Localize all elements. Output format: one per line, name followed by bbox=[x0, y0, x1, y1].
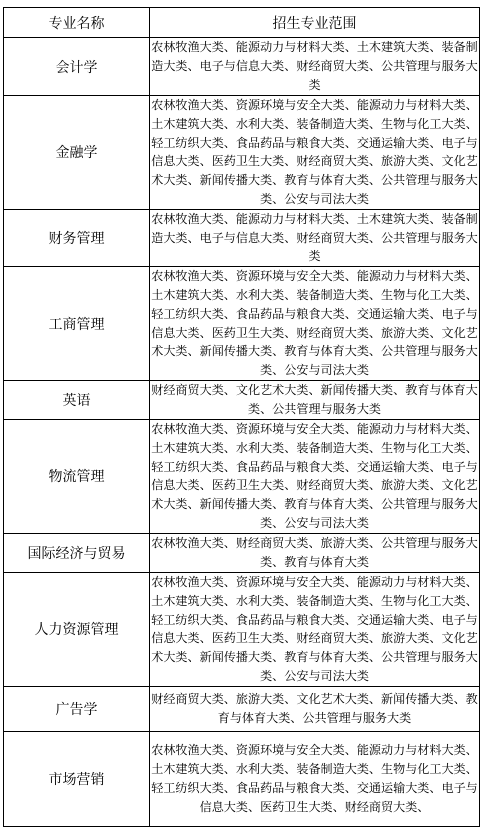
major-name-cell: 广告学 bbox=[4, 686, 150, 731]
table-header-row bbox=[4, 8, 480, 38]
admission-scope-cell: 农林牧渔大类、能源动力与材料大类、土木建筑大类、装备制造大类、电子与信息大类、财经商贸大类、公共管理与服务大类 bbox=[150, 209, 480, 266]
major-name-cell: 物流管理 bbox=[4, 419, 150, 533]
table-row bbox=[4, 38, 480, 96]
table-row bbox=[4, 380, 480, 419]
admission-scope-cell: 财经商贸大类、旅游大类、文化艺术大类、新闻传播大类、教育与体育大类、公共管理与服务大类 bbox=[150, 686, 480, 731]
admission-scope-cell: 农林牧渔大类、财经商贸大类、旅游大类、公共管理与服务大类、教育与体育大类 bbox=[150, 533, 480, 572]
major-name-cell: 工商管理 bbox=[4, 267, 150, 381]
admission-scope-cell: 农林牧渔大类、资源环境与安全大类、能源动力与材料大类、土木建筑大类、水利大类、装备制造大类、生物与化工大类、轻工纺织大类、食品药品与粮食大类、交通运输大类、电子与信息大类、医药卫生大类、财经商贸大类、旅游大类、文化艺术大类、新闻传播大类、教育与体育大类、公共管理与服务大类、公安与司法大类 bbox=[150, 267, 480, 381]
admission-scope-cell: 农林牧渔大类、资源环境与安全大类、能源动力与材料大类、土木建筑大类、水利大类、装备制造大类、生物与化工大类、轻工纺织大类、食品药品与粮食大类、交通运输大类、电子与信息大类、医药卫生大类、财经商贸大类、 bbox=[150, 731, 480, 826]
table-row bbox=[4, 267, 480, 381]
major-name-cell: 国际经济与贸易 bbox=[4, 533, 150, 572]
major-name-cell: 财务管理 bbox=[4, 209, 150, 266]
table-row bbox=[4, 686, 480, 731]
header-admission-scope: 招生专业范围 bbox=[150, 8, 480, 38]
admission-scope-cell: 农林牧渔大类、资源环境与安全大类、能源动力与材料大类、土木建筑大类、水利大类、装备制造大类、生物与化工大类、轻工纺织大类、食品药品与粮食大类、交通运输大类、电子与信息大类、医药卫生大类、财经商贸大类、旅游大类、文化艺术大类、新闻传播大类、教育与体育大类、公共管理与服务大类、公安与司法大类 bbox=[150, 572, 480, 686]
admission-scope-table bbox=[3, 7, 480, 827]
admission-scope-cell: 农林牧渔大类、资源环境与安全大类、能源动力与材料大类、土木建筑大类、水利大类、装备制造大类、生物与化工大类、轻工纺织大类、食品药品与粮食大类、交通运输大类、电子与信息大类、医药卫生大类、财经商贸大类、旅游大类、文化艺术大类、新闻传播大类、教育与体育大类、公共管理与服务大类、公安与司法大类 bbox=[150, 96, 480, 210]
table-row bbox=[4, 96, 480, 210]
admission-scope-cell: 财经商贸大类、文化艺术大类、新闻传播大类、教育与体育大类、公共管理与服务大类 bbox=[150, 380, 480, 419]
table-row bbox=[4, 533, 480, 572]
admission-scope-cell: 农林牧渔大类、能源动力与材料大类、土木建筑大类、装备制造大类、电子与信息大类、财经商贸大类、公共管理与服务大类 bbox=[150, 38, 480, 96]
major-name-cell: 会计学 bbox=[4, 38, 150, 96]
major-name-cell: 市场营销 bbox=[4, 731, 150, 826]
table-row bbox=[4, 572, 480, 686]
table-row bbox=[4, 419, 480, 533]
header-major-name: 专业名称 bbox=[4, 8, 150, 38]
admission-scope-cell: 农林牧渔大类、资源环境与安全大类、能源动力与材料大类、土木建筑大类、水利大类、装备制造大类、生物与化工大类、轻工纺织大类、食品药品与粮食大类、交通运输大类、电子与信息大类、医药卫生大类、财经商贸大类、旅游大类、文化艺术大类、新闻传播大类、教育与体育大类、公共管理与服务大类、公安与司法大类 bbox=[150, 419, 480, 533]
major-name-cell: 金融学 bbox=[4, 96, 150, 210]
major-name-cell: 英语 bbox=[4, 380, 150, 419]
table-row bbox=[4, 209, 480, 266]
major-name-cell: 人力资源管理 bbox=[4, 572, 150, 686]
